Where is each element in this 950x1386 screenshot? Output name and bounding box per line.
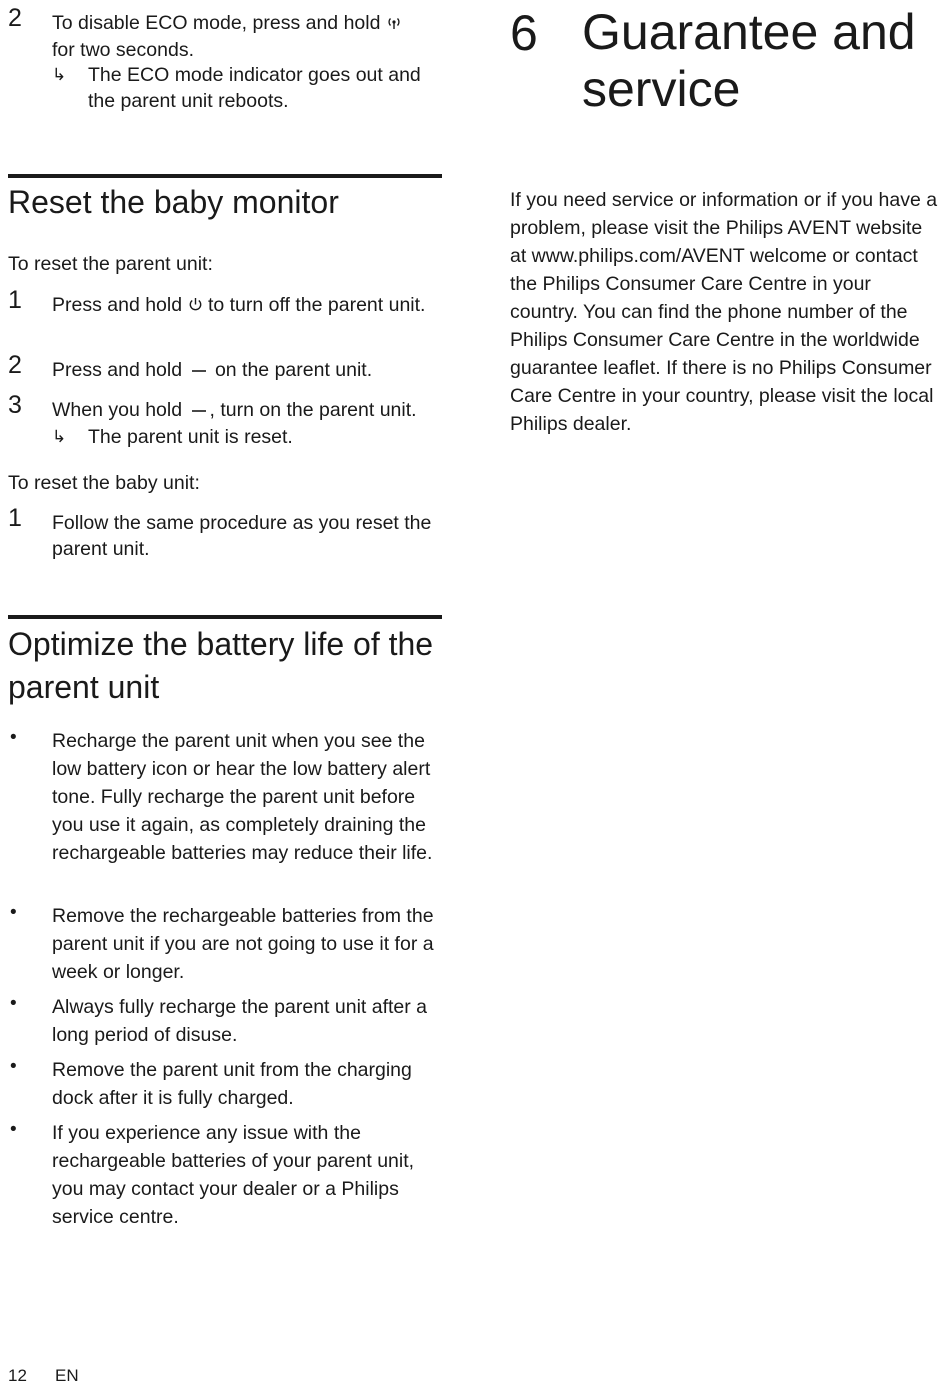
parent-reset-step-3 — [8, 391, 442, 424]
page-number: 12 — [8, 1366, 27, 1385]
eco-disable-step — [8, 4, 442, 63]
language-code: EN — [55, 1366, 79, 1385]
battery-tip — [8, 1119, 442, 1231]
step-number: 1 — [8, 504, 22, 532]
battery-tip — [8, 1056, 442, 1112]
section-divider — [8, 615, 442, 619]
eco-result — [52, 62, 442, 114]
step-text: Press and hold — [52, 359, 183, 381]
chapter-title: Guarantee and service — [582, 4, 916, 117]
step-text-continued: to turn off the parent unit. — [207, 294, 426, 316]
result-text: The ECO mode indicator goes out and the parent unit reboots. — [88, 64, 421, 112]
step-text: When you hold — [52, 399, 183, 421]
battery-heading: Optimize the battery life of the parent unit — [8, 626, 434, 705]
chapter-number: 6 — [510, 5, 538, 61]
tip-text: Always fully recharge the parent unit after a long period of disuse. — [52, 996, 428, 1046]
battery-tip — [8, 902, 442, 986]
parent-reset-intro: To reset the parent unit: — [8, 253, 213, 275]
result-arrow-icon: ↳ — [52, 65, 67, 84]
tip-text: Remove the rechargeable batteries from the parent unit if you are not going to use it for a week or longer. — [52, 905, 434, 983]
result-text: The parent unit is reset. — [88, 426, 293, 448]
step-number: 1 — [8, 286, 22, 314]
battery-tip — [8, 993, 442, 1049]
bullet-icon: • — [10, 727, 17, 748]
parent-reset-step-1 — [8, 286, 442, 319]
baby-reset-intro: To reset the baby unit: — [8, 472, 200, 494]
battery-tip — [8, 727, 442, 867]
parent-reset-step-2 — [8, 351, 442, 384]
bullet-icon: • — [10, 902, 17, 923]
guarantee-paragraph: If you need service or information or if you have a problem, please visit the Philips AVENT website at www.philips.com/AVENT welcome or contact the Philips Consumer Care Centre in your country. You can find the phone number of the Philips Consumer Care Centre in the worldwide guarantee leaflet. If there is no Philips Consumer Care Centre in your country, please visit the local Philips dealer. — [510, 189, 938, 435]
step-text: To disable ECO mode, press and hold — [52, 12, 381, 34]
step-text: Press and hold — [52, 294, 183, 316]
eco-signal-icon — [386, 11, 402, 37]
reset-result — [52, 424, 442, 450]
minus-icon — [188, 358, 210, 384]
step-text-continued: for two seconds. — [52, 38, 194, 61]
step-number: 2 — [8, 351, 22, 379]
step-number: 3 — [8, 391, 22, 419]
minus-icon — [188, 398, 210, 424]
step-number: 2 — [8, 4, 22, 32]
bullet-icon: • — [10, 1119, 17, 1140]
tip-text: If you experience any issue with the rechargeable batteries of your parent unit, you may contact your dealer or a Philips service centre. — [52, 1122, 415, 1228]
reset-heading: Reset the baby monitor — [8, 184, 339, 220]
step-text-continued: on the parent unit. — [214, 359, 373, 381]
baby-reset-step-1 — [8, 504, 442, 562]
result-arrow-icon: ↳ — [52, 427, 67, 446]
bullet-icon: • — [10, 1056, 17, 1077]
section-divider — [8, 174, 442, 178]
power-icon — [188, 293, 203, 319]
bullet-icon: • — [10, 993, 17, 1014]
step-text: Follow the same procedure as you reset the parent unit. — [52, 512, 432, 560]
tip-text: Remove the parent unit from the charging dock after it is fully charged. — [52, 1059, 412, 1109]
tip-text: Recharge the parent unit when you see the low battery icon or hear the low battery alert tone. Fully recharge the parent unit before you use it again, as completely draining the rechargeable batteries may reduce their life. — [52, 730, 433, 864]
step-text-continued: , turn on the parent unit. — [209, 399, 417, 421]
